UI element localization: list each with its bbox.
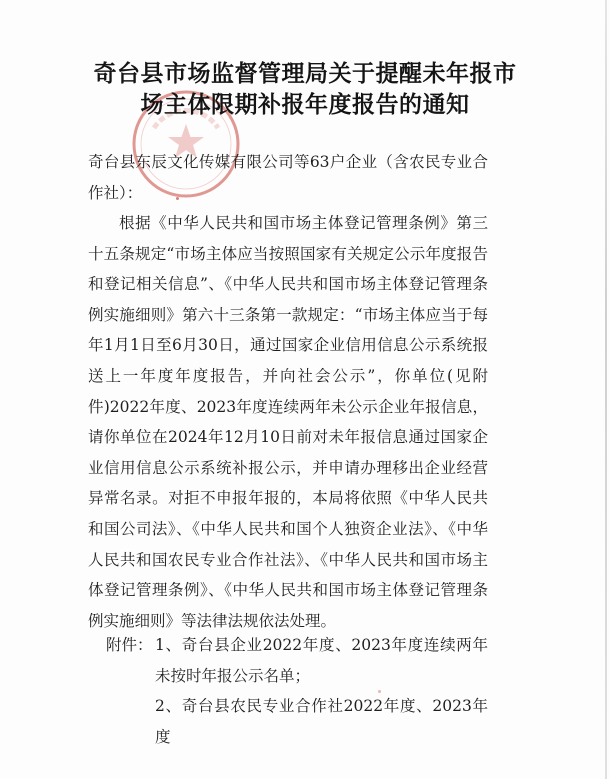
ink-speck xyxy=(378,690,381,693)
document-title xyxy=(0,58,610,120)
title-line-1: 奇台县市场监督管理局关于提醒未年报市 xyxy=(93,60,517,87)
attachment-item xyxy=(88,630,488,691)
attachment-item xyxy=(88,691,488,752)
attachments-label: 附件： xyxy=(106,636,153,654)
scan-edge xyxy=(605,0,607,779)
attachments-section xyxy=(88,630,488,752)
ink-speck xyxy=(176,197,179,200)
title-line-2: 场主体限期补报年度报告的通知 xyxy=(140,91,470,118)
attachment-1-text: 1、奇台县企业2022年度、2023年度连续两年未按时年报公示名单； xyxy=(155,636,488,685)
addressee: 奇台县东辰文化传媒有限公司等63户企业（含农民专业合作社）： xyxy=(88,153,488,202)
body-paragraph: 根据《中华人民共和国市场主体登记管理条例》第三十五条规定“市场主体应当按照国家有关规定公示年度报告和登记相关信息”、《中华人民共和国市场主体登记管理条例实施细则》第六十三条第一款规定：“市场主体应当于每年1月1日至6月30日，通过国家企业信用信息公示系统报送上一年度年度报告，并向社会公示”，你单位(见附件)2022年度、2023年度连续两年未公示企业年报信息，请你单位在2024年12月10日前对未年报信息通过国家企业信用信息公示系统补报公示，并申请办理移出企业经营异常名录。对拒不申报年报的，本局将依照《中华人民共和国公司法》、《中华人民共和国个人独资企业法》、《中华人民共和国农民专业合作社法》、《中华人民共和国市场主体登记管理条例》、《中华人民共和国市场主体登记管理条例实施细则》等法律法规依法处理。 xyxy=(88,214,488,630)
attachment-2-text: 2、奇台县农民专业合作社2022年度、2023年度 xyxy=(155,697,488,746)
